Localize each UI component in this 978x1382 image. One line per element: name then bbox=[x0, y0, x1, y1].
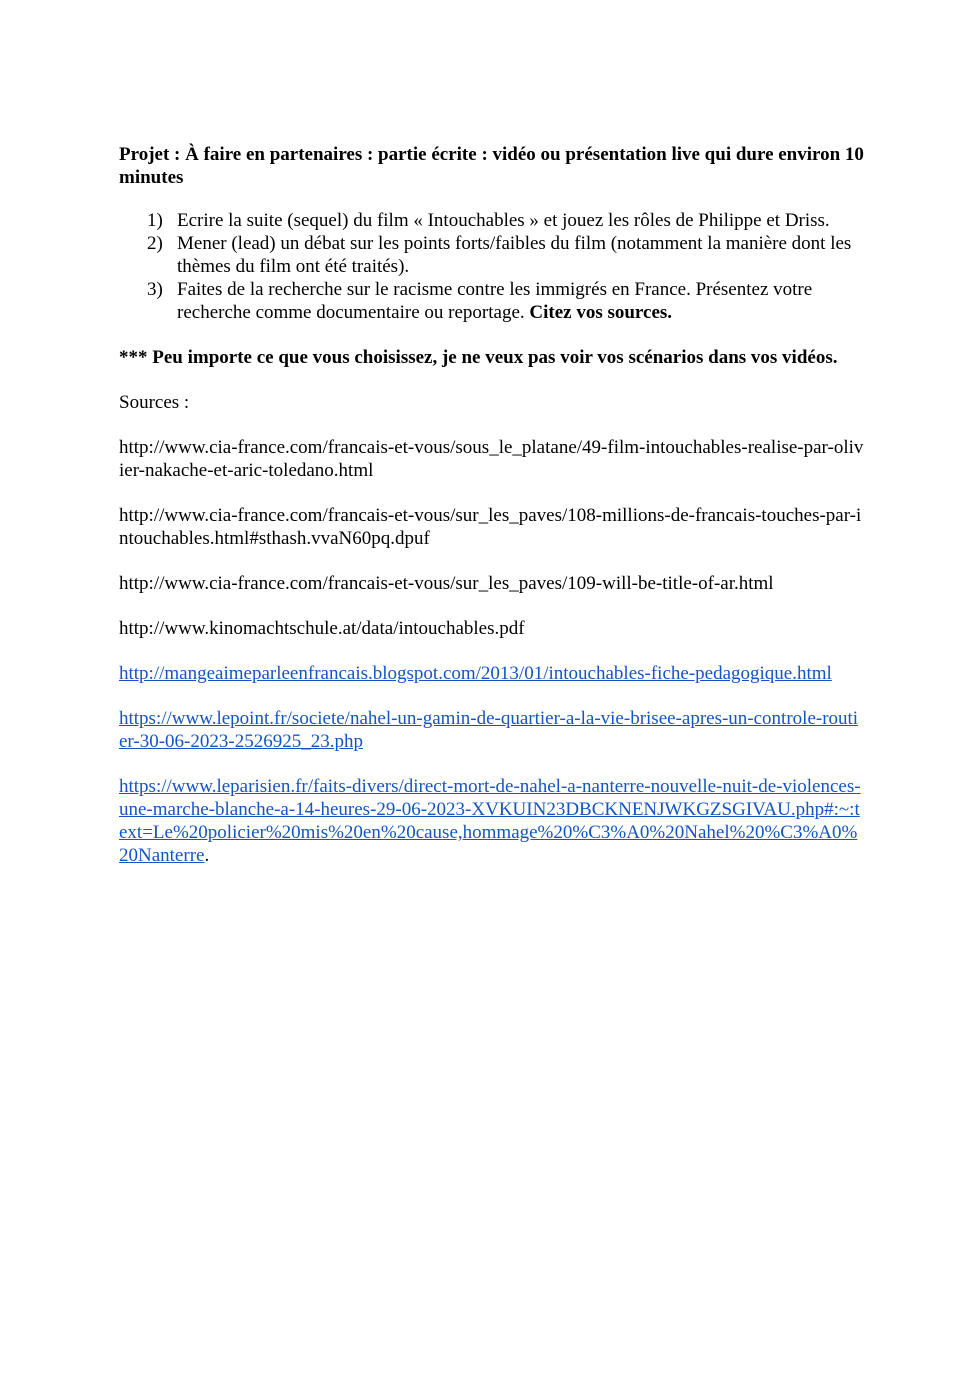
task-number: 3) bbox=[147, 279, 163, 300]
task-text: Mener (lead) un débat sur les points forts/faibles du film (notamment la manière dont les thèmes du film ont été traités). bbox=[177, 233, 852, 277]
task-number: 1) bbox=[147, 210, 163, 231]
sources-label: Sources : bbox=[119, 392, 190, 413]
source-link[interactable]: http://mangeaimeparleenfrancais.blogspot.com/2013/01/intouchables-fiche-pedagogique.html bbox=[119, 663, 832, 684]
task-item bbox=[119, 278, 864, 324]
source-url-text: http://www.cia-france.com/francais-et-vous/sous_le_platane/49-film-intouchables-realise-par-olivier-nakache-et-aric-toledano.html bbox=[119, 437, 864, 481]
task-text: Ecrire la suite (sequel) du film « Intouchables » et jouez les rôles de Philippe et Driss. bbox=[177, 210, 830, 231]
source-url-text: http://www.kinomachtschule.at/data/intouchables.pdf bbox=[119, 618, 525, 639]
task-number: 2) bbox=[147, 233, 163, 254]
source-link-item bbox=[119, 775, 864, 867]
source-link[interactable]: https://www.lepoint.fr/societe/nahel-un-gamin-de-quartier-a-la-vie-brisee-apres-un-controle-routier-30-06-2023-2526925_23.php bbox=[119, 708, 859, 752]
source-url-text: http://www.cia-france.com/francais-et-vous/sur_les_paves/109-will-be-title-of-ar.html bbox=[119, 573, 774, 594]
task-item bbox=[119, 209, 864, 232]
source-url bbox=[119, 436, 864, 482]
project-heading: Projet : À faire en partenaires : partie écrite : vidéo ou présentation live qui dure environ 10 minutes bbox=[119, 144, 864, 188]
source-url bbox=[119, 617, 864, 640]
document-page bbox=[119, 143, 864, 867]
warning-note: *** Peu importe ce que vous choisissez, je ne veux pas voir vos scénarios dans vos vidéos. bbox=[119, 347, 838, 368]
trailing-period: . bbox=[204, 845, 210, 866]
source-url bbox=[119, 504, 864, 550]
source-url bbox=[119, 572, 864, 595]
source-link-item bbox=[119, 662, 864, 685]
source-link-item bbox=[119, 707, 864, 753]
task-item bbox=[119, 232, 864, 278]
source-url-text: http://www.cia-france.com/francais-et-vous/sur_les_paves/108-millions-de-francais-touches-par-intouchables.html#sthash.vvaN60pq.dpuf bbox=[119, 505, 862, 549]
task-text: Faites de la recherche sur le racisme contre les immigrés en France. Présentez votre recherche comme documentaire ou reportage. bbox=[177, 279, 813, 323]
source-link[interactable]: https://www.leparisien.fr/faits-divers/direct-mort-de-nahel-a-nanterre-nouvelle-nuit-de-violences-une-marche-blanche-a-14-heures-29-06-2023-XVKUIN23DBCKNENJWKGZSGIVAU.php#:~:text=Le%20policier%20mis%20en%20cause,hommage%20%C3%A0%20Nahel%20%C3%A0%20Nanterre bbox=[119, 776, 861, 866]
task-list bbox=[119, 209, 864, 324]
cite-sources-emphasis: Citez vos sources. bbox=[529, 302, 673, 323]
